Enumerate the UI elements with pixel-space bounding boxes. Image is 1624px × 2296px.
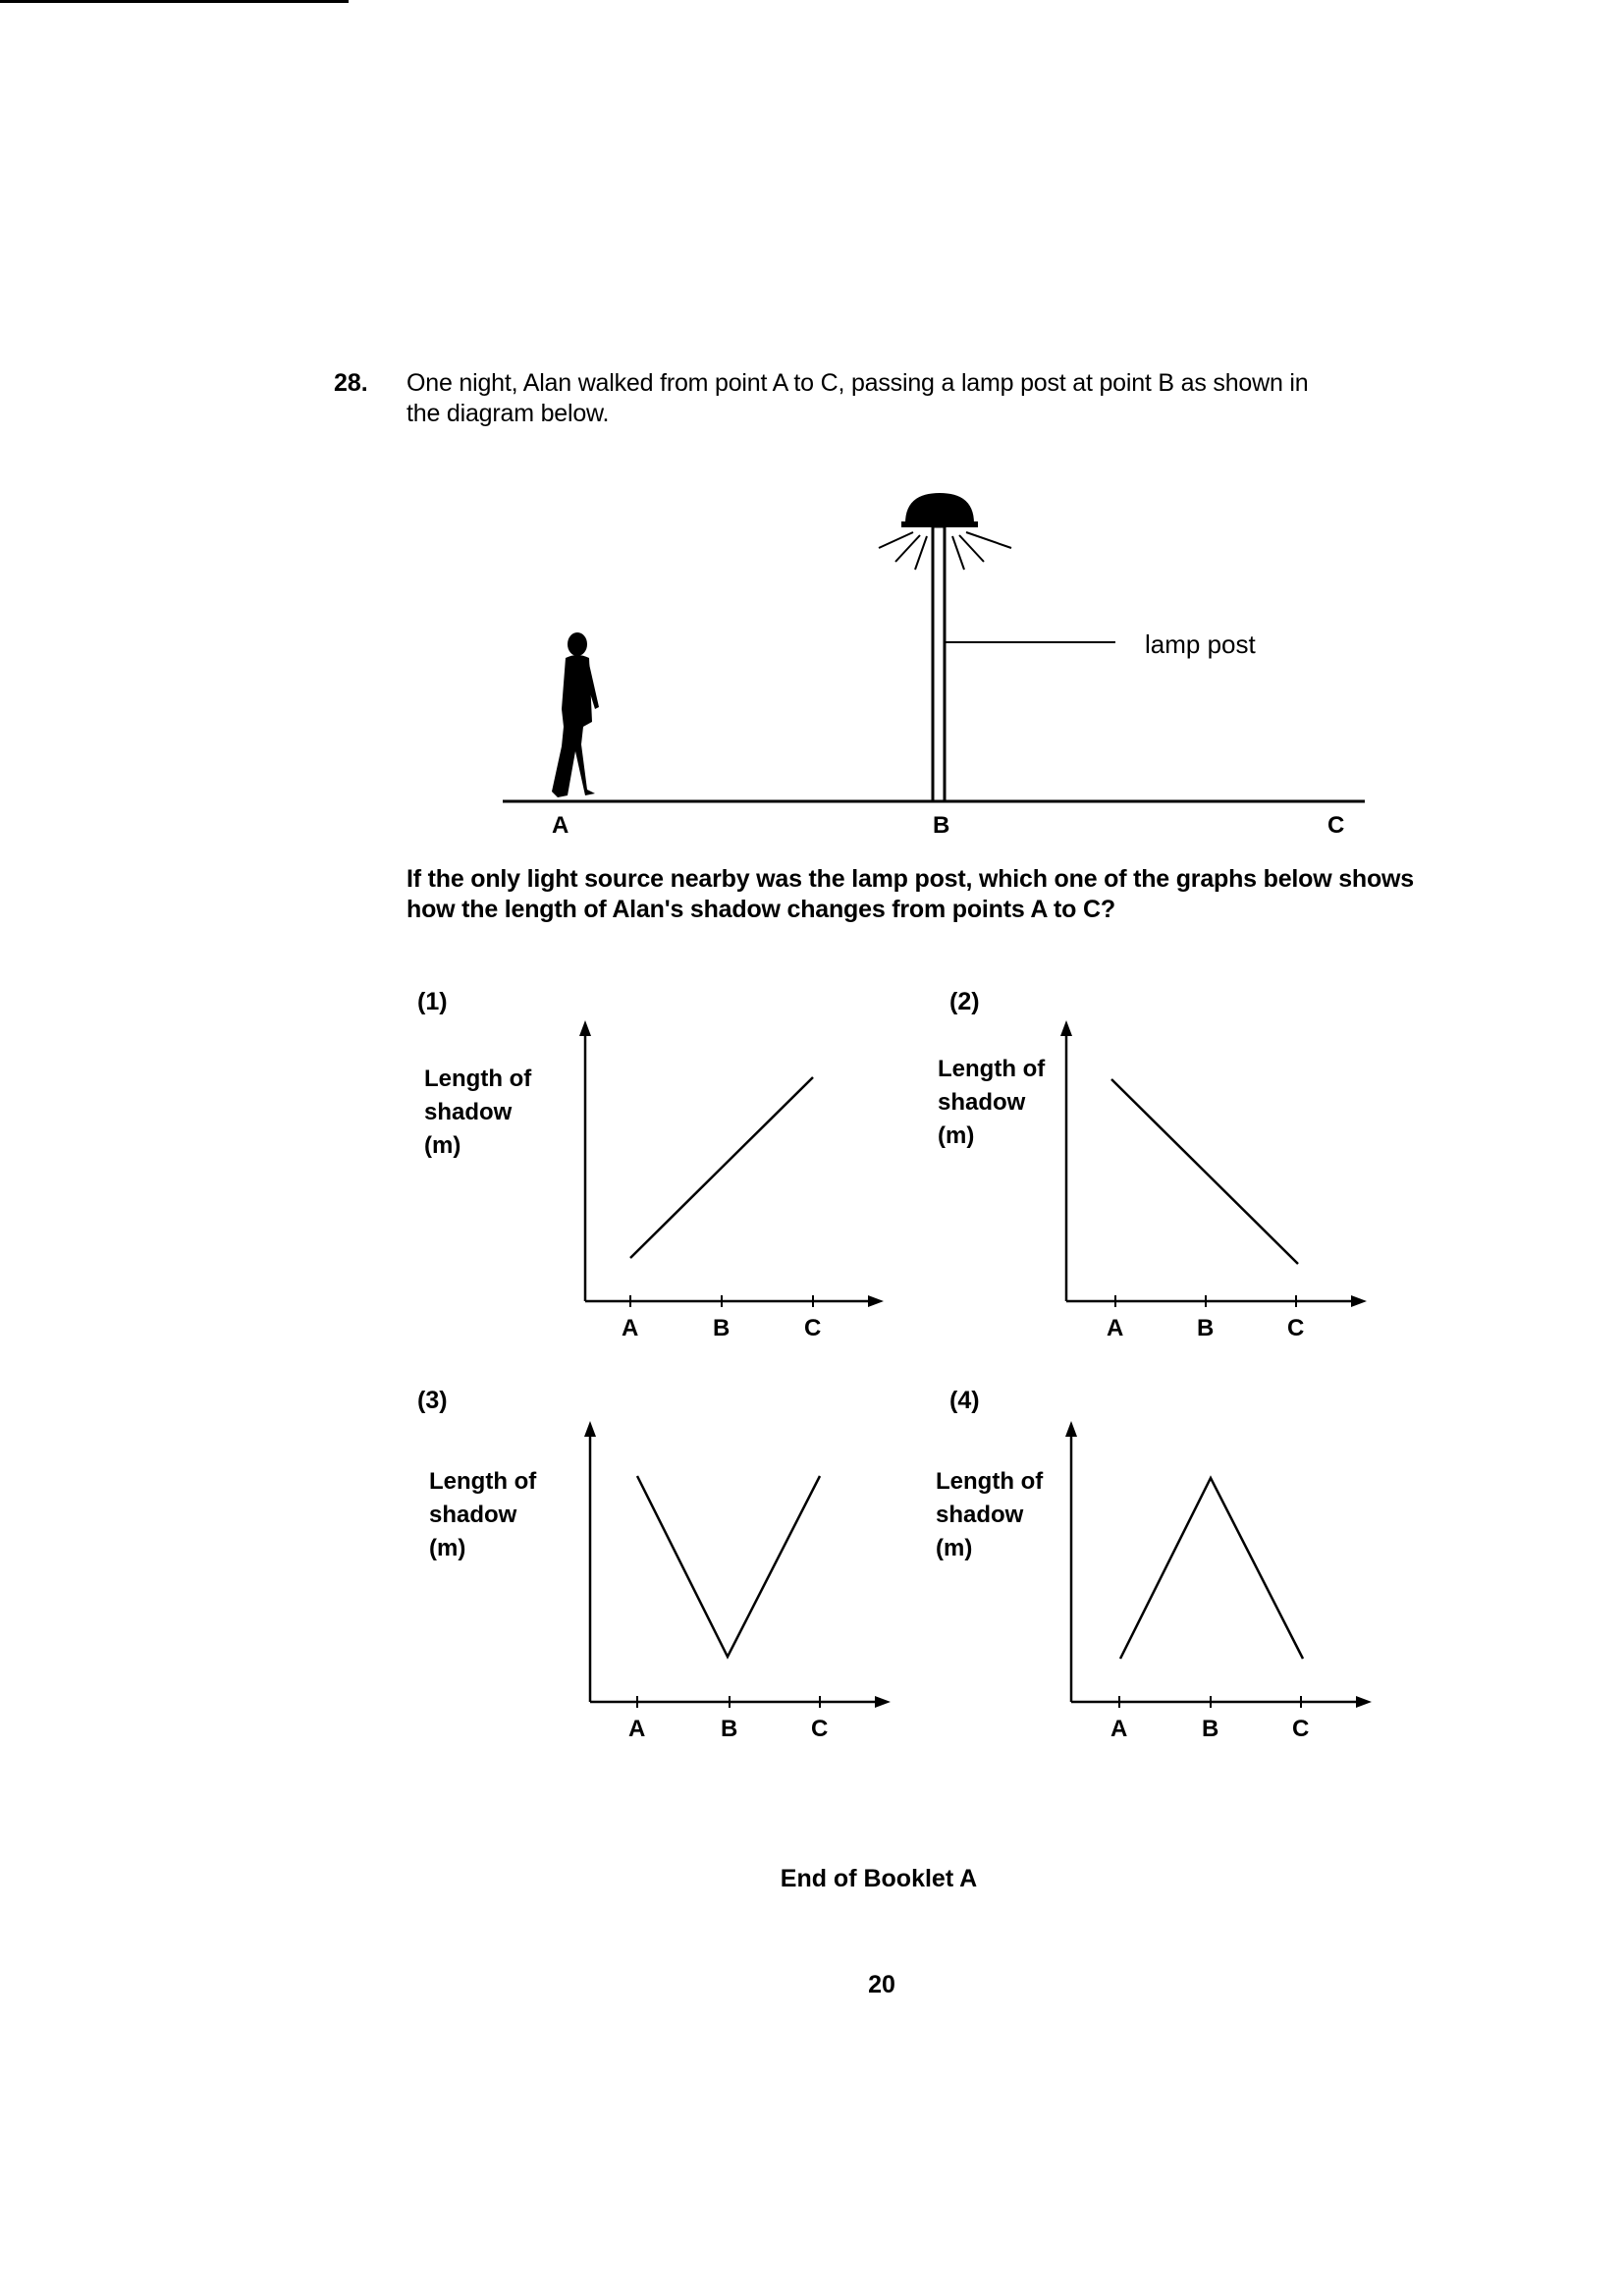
option-3-number: (3) <box>417 1387 448 1414</box>
ylabel-line: Length of <box>938 1056 1046 1082</box>
ylabel-line: shadow <box>424 1099 513 1125</box>
option-2-graph <box>1041 1016 1375 1350</box>
tick-label-b: B <box>713 1315 731 1341</box>
option-4-ylabel <box>936 1465 1043 1565</box>
ylabel-line: Length of <box>936 1468 1044 1495</box>
tick-label-c: C <box>811 1716 829 1742</box>
lamp-head-icon <box>905 493 974 523</box>
scan-edge-mark <box>0 0 349 3</box>
tick-label-b: B <box>1202 1716 1219 1742</box>
lamp-post-label: lamp post <box>1145 629 1256 659</box>
option-1-graph <box>560 1016 893 1350</box>
booklet-end-text: End of Booklet A <box>780 1865 978 1892</box>
tick-label-a: A <box>628 1716 646 1742</box>
x-axis-arrow-icon <box>1356 1696 1372 1708</box>
question-text-line-1: One night, Alan walked from point A to C, passing a lamp post at point B as shown in <box>406 369 1309 397</box>
tick-label-c: C <box>1292 1716 1310 1742</box>
point-label-b: B <box>933 812 950 839</box>
ylabel-line: shadow <box>429 1502 517 1528</box>
ylabel-line: shadow <box>938 1089 1026 1116</box>
tick-label-b: B <box>1197 1315 1215 1341</box>
graph-line-increasing <box>630 1077 813 1258</box>
option-3-ylabel <box>429 1465 536 1565</box>
person-walking-icon <box>552 632 599 797</box>
option-1-ylabel <box>424 1063 531 1163</box>
ylabel-line: Length of <box>424 1066 532 1092</box>
page-number: 20 <box>868 1971 895 1998</box>
y-axis-arrow-icon <box>584 1421 596 1437</box>
option-4-graph <box>1046 1417 1380 1751</box>
graph-line-inverted-v <box>1120 1478 1303 1659</box>
ylabel-line: (m) <box>424 1132 461 1159</box>
lamp-pole <box>933 526 945 801</box>
option-2-ylabel <box>938 1053 1045 1153</box>
option-2-number: (2) <box>949 988 980 1015</box>
y-axis-arrow-icon <box>1060 1020 1072 1036</box>
y-axis-arrow-icon <box>1065 1421 1077 1437</box>
x-axis-arrow-icon <box>868 1295 884 1307</box>
option-3-graph <box>565 1417 898 1751</box>
question-text-line-2: the diagram below. <box>406 400 610 427</box>
ylabel-line: Length of <box>429 1468 537 1495</box>
y-axis-arrow-icon <box>579 1020 591 1036</box>
question-number: 28. <box>334 369 368 397</box>
option-4-number: (4) <box>949 1387 980 1414</box>
tick-label-a: A <box>622 1315 639 1341</box>
tick-label-a: A <box>1107 1315 1124 1341</box>
lamp-post-diagram <box>491 481 1375 845</box>
x-axis-arrow-icon <box>1351 1295 1367 1307</box>
tick-label-b: B <box>721 1716 738 1742</box>
ylabel-line: (m) <box>938 1122 975 1149</box>
option-1-number: (1) <box>417 988 448 1015</box>
prompt-line-2: how the length of Alan's shadow changes from points A to C? <box>406 896 1115 923</box>
graph-line-decreasing <box>1111 1079 1298 1264</box>
prompt-line-1: If the only light source nearby was the lamp post, which one of the graphs below shows <box>406 865 1415 893</box>
x-axis-arrow-icon <box>875 1696 891 1708</box>
ylabel-line: (m) <box>936 1535 973 1561</box>
point-label-c: C <box>1327 812 1345 839</box>
tick-label-a: A <box>1110 1716 1128 1742</box>
tick-label-c: C <box>1287 1315 1305 1341</box>
point-label-a: A <box>552 812 569 839</box>
graph-line-v-shape <box>637 1476 820 1657</box>
ylabel-line: shadow <box>936 1502 1024 1528</box>
ylabel-line: (m) <box>429 1535 466 1561</box>
tick-label-c: C <box>804 1315 822 1341</box>
